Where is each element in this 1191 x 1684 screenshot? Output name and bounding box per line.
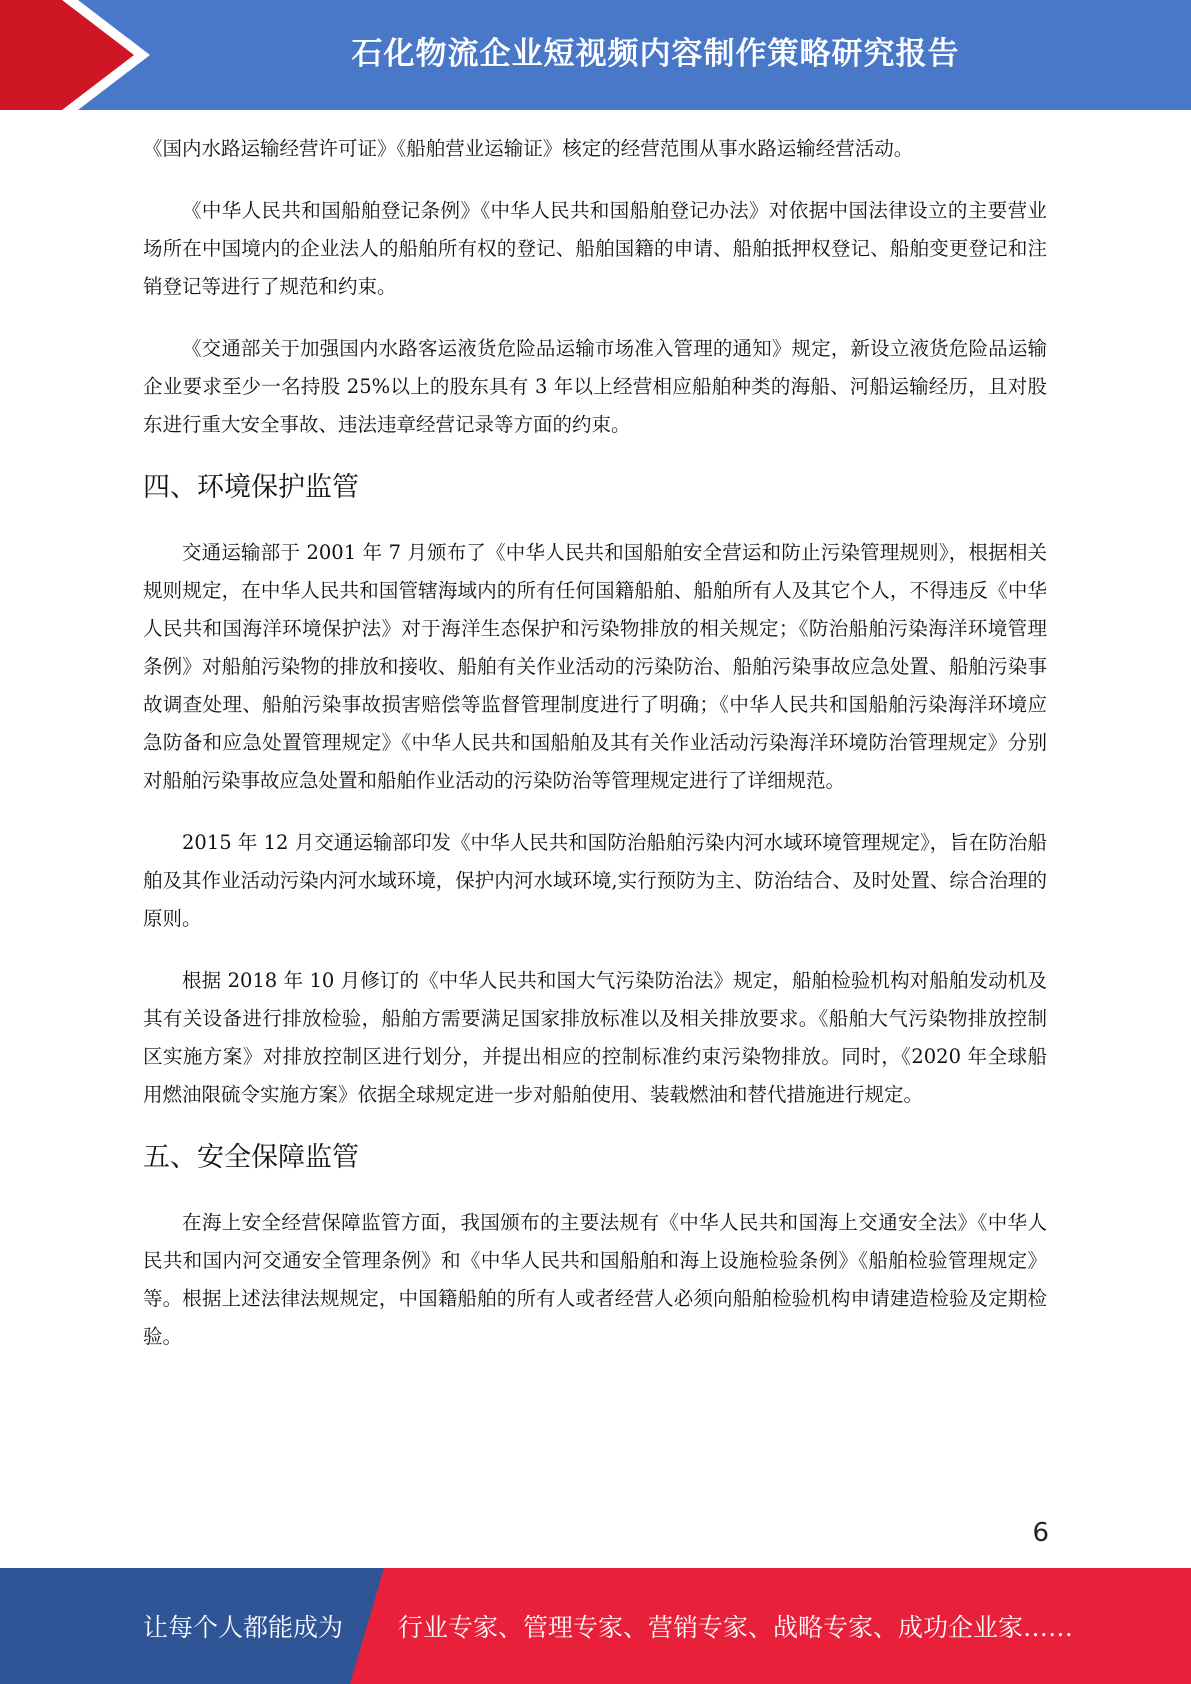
paragraph-inland-waters: 2015 年 12 月交通运输部印发《中华人民共和国防治船舶污染内河水域环境管理规定》，旨在防治船舶及其作业活动污染内河水域环境，保护内河水域环境,实行预防为主、防治结合、及时处置、综合治理的原则。 — [143, 831, 1047, 930]
paragraph-pollution-rules: 交通运输部于 2001 年 7 月颁布了《中华人民共和国船舶安全营运和防止污染管理规则》，根据相关规则规定，在中华人民共和国管辖海域内的所有任何国籍船舶、船舶所有人及其它个人，不得违反《中华人民共和国海洋环境保护法》对于海洋生态保护和污染物排放的相关规定；《防治船舶污染海洋环境管理条例》对船舶污染物的排放和接收、船舶有关作业活动的污染防治、船舶污染事故应急处置、船舶污染事故调查处理、船舶污染事故损害赔偿等监督管理制度进行了明确；《中华人民共和国船舶污染海洋环境应急防备和应急处置管理规定》《中华人民共和国船舶及其有关作业活动污染海洋环境防治管理规定》分别对船舶污染事故应急处置和船舶作业活动的污染防治等管理规定进行了详细规范。 — [143, 541, 1047, 792]
paragraph-market-access: 《交通部关于加强国内水路客运液货危险品运输市场准入管理的通知》规定，新设立液货危险品运输企业要求至少一名持股 25%以上的股东具有 3 年以上经营相应船舶种类的海船、河船运输经历，且对股东进行重大安全事故、违法违章经营记录等方面的约束。 — [143, 337, 1047, 436]
section-heading-environment: 四、环境保护监管 — [143, 472, 359, 503]
paragraph-air-pollution: 根据 2018 年 10 月修订的《中华人民共和国大气污染防治法》规定，船舶检验机构对船舶发动机及其有关设备进行排放检验，船舶方需要满足国家排放标准以及相关排放要求。《船舶大气污染物排放控制区实施方案》对排放控制区进行划分，并提出相应的控制标准约束污染物排放。同时，《2020 年全球船用燃油限硫令实施方案》依据全球规定进一步对船舶使用、装载燃油和替代措施进行规定。 — [143, 969, 1047, 1106]
paragraph-ship-registration: 《中华人民共和国船舶登记条例》《中华人民共和国船舶登记办法》对依据中国法律设立的主要营业场所在中国境内的企业法人的船舶所有权的登记、船舶国籍的申请、船舶抵押权登记、船舶变更登记和注销登记等进行了规范和约束。 — [143, 199, 1047, 298]
footer-slogan-right: 行业专家、管理专家、营销专家、战略专家、成功企业家…… — [398, 1613, 1074, 1642]
document-body — [143, 130, 1047, 1380]
footer-slogan-left: 让每个人都能成为 — [143, 1613, 344, 1642]
page-number: 6 — [1032, 1518, 1049, 1548]
page-header — [0, 0, 1191, 110]
paragraph-safety-regulations: 在海上安全经营保障监管方面，我国颁布的主要法规有《中华人民共和国海上交通安全法》《中华人民共和国内河交通安全管理条例》和《中华人民共和国船舶和海上设施检验条例》《船舶检验管理规定》等。根据上述法律法规规定，中国籍船舶的所有人或者经营人必须向船舶检验机构申请建造检验及定期检验。 — [143, 1211, 1047, 1348]
paragraph-license-scope: 《国内水路运输经营许可证》《船舶营业运输证》核定的经营范围从事水路运输经营活动。 — [143, 137, 914, 160]
report-title: 石化物流企业短视频内容制作策略研究报告 — [351, 35, 960, 72]
section-heading-safety: 五、安全保障监管 — [143, 1142, 359, 1173]
page-footer — [0, 1568, 1191, 1684]
